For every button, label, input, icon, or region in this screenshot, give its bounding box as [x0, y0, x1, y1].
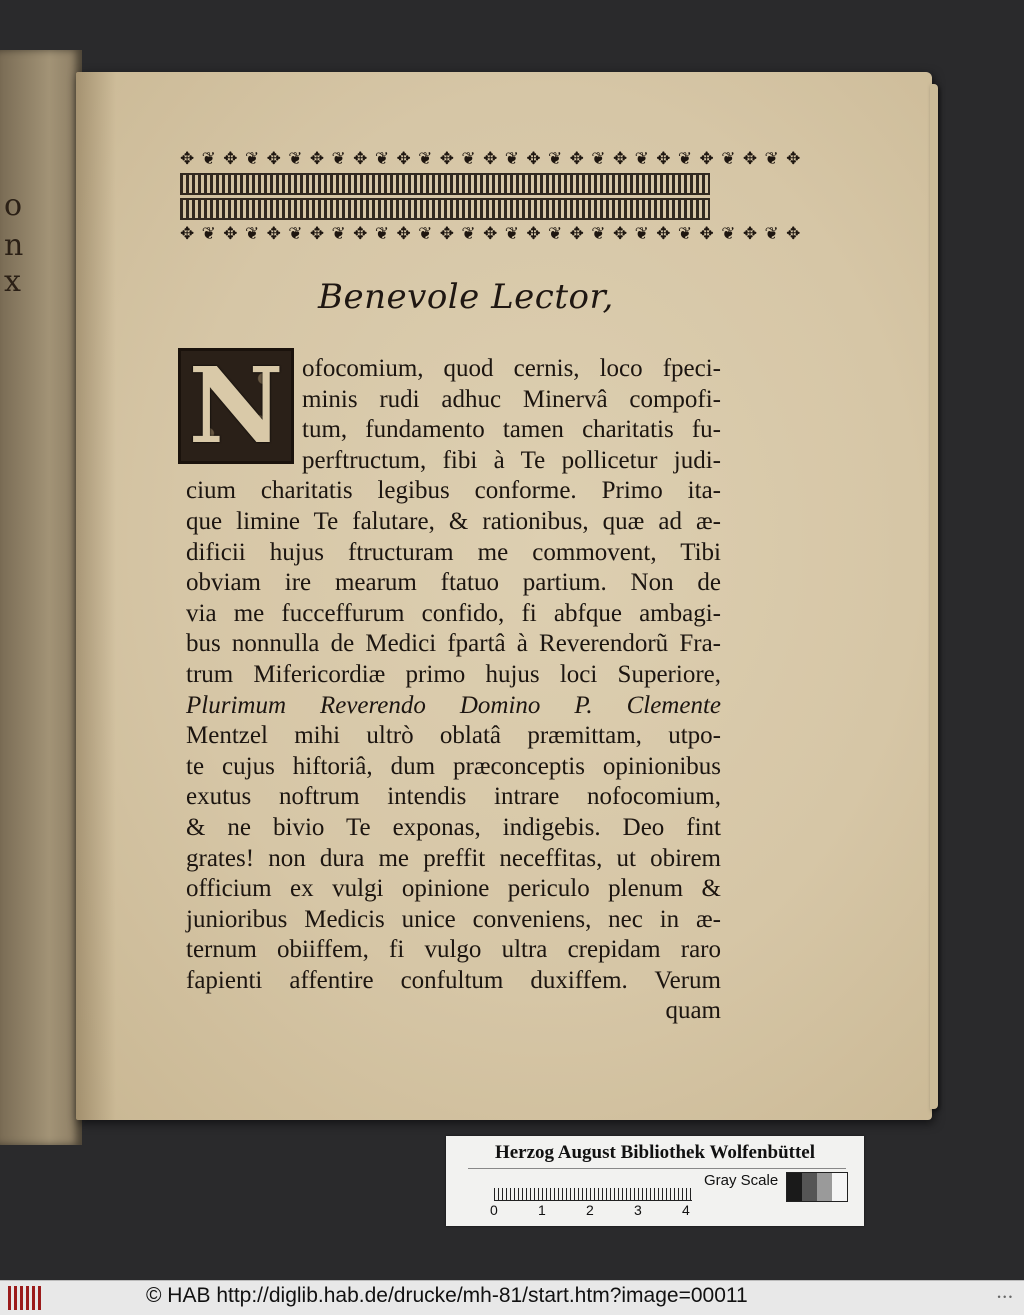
text-line: cium charitatis legibus conforme. Primo ita-	[186, 477, 721, 505]
text-line: junioribus Medicis unice conveniens, nec in æ-	[186, 905, 721, 933]
initial-letter: N	[188, 344, 284, 467]
text-line: perftructum, fibi à Te pollicetur judi-	[302, 446, 721, 474]
footer-bar	[0, 1280, 1024, 1315]
library-color-card	[446, 1136, 864, 1226]
text-line: tum, fundamento tamen charitatis fu-	[302, 416, 721, 444]
text-line: minis rudi adhuc Minervâ compofi-	[302, 385, 721, 413]
ornament-row: ✥ ❦ ✥ ❦ ✥ ❦ ✥ ❦ ✥ ❦ ✥ ❦ ✥ ❦ ✥ ❦ ✥ ❦ ✥ ❦ ✥ ❦ ✥ ❦ ✥ ❦ ✥ ❦ ✥	[180, 149, 802, 169]
ruler-label: 2	[586, 1202, 594, 1218]
text-line: trum Mifericordiæ primo hujus loci Superiore,	[186, 660, 721, 688]
left-page-edge	[0, 50, 82, 1145]
printers-ornament-band	[180, 148, 802, 244]
gray-swatch	[787, 1173, 802, 1201]
footer-dots: • • •	[997, 1292, 1012, 1302]
ornament-row	[180, 198, 710, 220]
page-edge	[930, 84, 938, 1109]
text-line: grates! non dura me preffit neceffitas, ut obirem	[186, 844, 721, 872]
text-line: obviam ire mearum ftatuo partium. Non de	[186, 569, 721, 597]
text-line: exutus noftrum intendis intrare nofocomium,	[186, 783, 721, 811]
text-line: via me fucceffurum confido, fi abfque ambagi-	[186, 599, 721, 627]
page-heading: Benevole Lector,	[318, 277, 614, 317]
card-divider	[468, 1168, 846, 1169]
text-line: bus nonnulla de Medici fpartâ à Reverendorũ Fra-	[186, 630, 721, 658]
ornament-row	[180, 173, 710, 195]
gray-swatch	[832, 1173, 847, 1201]
ruler-label: 3	[634, 1202, 642, 1218]
text-line: te cujus hiftoriâ, dum præconceptis opinionibus	[186, 752, 721, 780]
gray-swatch	[817, 1173, 832, 1201]
left-page-fragment: o	[4, 188, 23, 223]
ruler-label: 0	[490, 1202, 498, 1218]
hab-logo-icon	[8, 1286, 42, 1310]
text-line: ternum obiiffem, fi vulgo ultra crepidam raro	[186, 936, 721, 964]
book-page	[76, 72, 932, 1120]
gray-scale-label: Gray Scale	[704, 1172, 779, 1189]
text-line: que limine Te falutare, & rationibus, quæ ad æ-	[186, 507, 721, 535]
body-text	[186, 344, 721, 1027]
text-line: officium ex vulgi opinione periculo plenum &	[186, 875, 721, 903]
text-line: fapienti affentire confultum duxiffem. Verum	[186, 966, 721, 994]
text-line: Mentzel mihi ultrò oblatâ præmittam, utpo-	[186, 722, 721, 750]
ruler-label: 1	[538, 1202, 546, 1218]
catchword: quam	[665, 997, 721, 1025]
text-line: ofocomium, quod cernis, loco fpeci-	[302, 355, 721, 382]
left-page-fragment: n	[4, 228, 24, 263]
ornament-row: ✥ ❦ ✥ ❦ ✥ ❦ ✥ ❦ ✥ ❦ ✥ ❦ ✥ ❦ ✥ ❦ ✥ ❦ ✥ ❦ ✥ ❦ ✥ ❦ ✥ ❦ ✥ ❦ ✥	[180, 224, 802, 244]
ruler-label: 4	[682, 1202, 690, 1218]
text-line: & ne bivio Te exponas, indigebis. Deo fint	[186, 813, 721, 841]
gray-scale-swatches	[786, 1172, 848, 1202]
footer-url[interactable]: © HAB http://diglib.hab.de/drucke/mh-81/start.htm?image=00011	[146, 1284, 748, 1307]
text-line: dificii hujus ftructuram me commovent, Tibi	[186, 538, 721, 566]
library-name: Herzog August Bibliothek Wolfenbüttel	[494, 1142, 816, 1163]
gray-swatch	[802, 1173, 817, 1201]
text-line: Plurimum Reverendo Domino P. Clemente	[186, 691, 721, 719]
scale-ruler	[494, 1178, 692, 1201]
left-page-fragment: x	[4, 264, 21, 299]
